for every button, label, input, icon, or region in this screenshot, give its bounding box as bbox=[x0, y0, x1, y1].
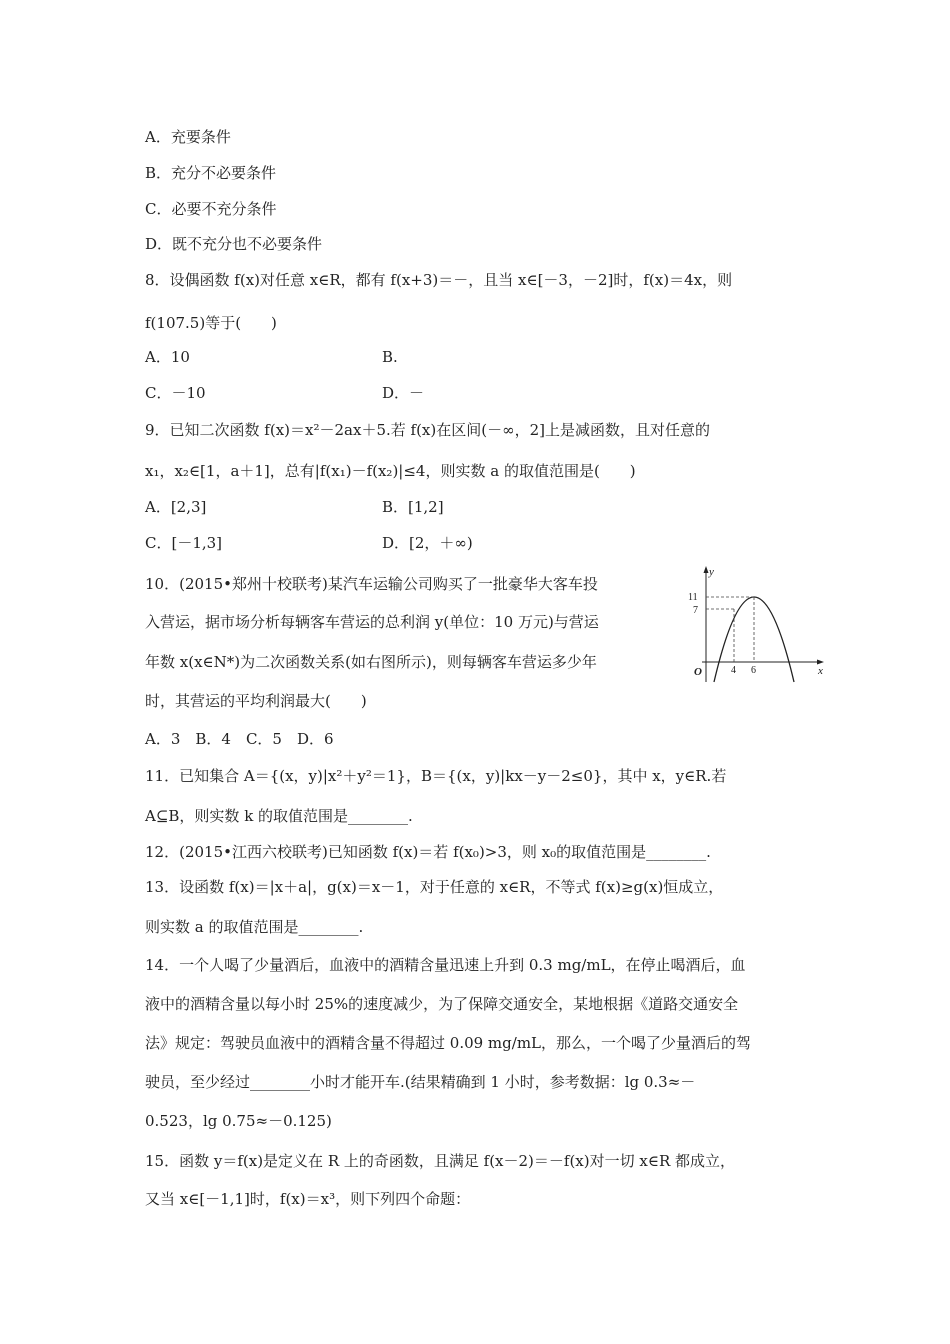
q10-profit-graph bbox=[688, 564, 828, 686]
q14-text-line1: 14．一个人喝了少量酒后，血液中的酒精含量迅速上升到 0.3 mg/mL，在停止喝酒后，血 bbox=[145, 956, 746, 974]
q10-text-line2: 入营运，据市场分析每辆客车营运的总利润 y(单位：10 万元)与营运 bbox=[145, 613, 599, 631]
q10-text-line4: 时，其营运的平均利润最大( ) bbox=[145, 692, 367, 710]
y-axis-arrow bbox=[704, 566, 709, 573]
q9-option-b: B．[1,2] bbox=[382, 498, 444, 516]
q11-text-line2: A⊆B，则实数 k 的取值范围是________. bbox=[145, 807, 413, 825]
q8-text-line2: f(107.5)等于( ) bbox=[145, 314, 277, 332]
x-axis-label: x bbox=[818, 665, 823, 677]
q15-text-line2: 又当 x∈[－1,1]时，f(x)＝x³，则下列四个命题： bbox=[145, 1190, 471, 1208]
q14-text-line2: 液中的酒精含量以每小时 25%的速度减少，为了保障交通安全，某地根据《道路交通安全 bbox=[145, 995, 739, 1013]
q8-option-d: D．－ bbox=[382, 384, 425, 402]
q7-option-b: B．充分不必要条件 bbox=[145, 164, 277, 182]
q13-text-line2: 则实数 a 的取值范围是________. bbox=[145, 918, 364, 936]
q8-option-c: C．－10 bbox=[145, 384, 206, 402]
q14-text-line5: 0.523，lg 0.75≈－0.125) bbox=[145, 1112, 332, 1130]
q15-text-line1: 15．函数 y＝f(x)是定义在 R 上的奇函数，且满足 f(x－2)＝－f(x)对一切 x∈R 都成立， bbox=[145, 1152, 736, 1170]
y-tick-7: 7 bbox=[693, 605, 698, 616]
q8-text-line1: 8．设偶函数 f(x)对任意 x∈R，都有 f(x+3)＝－，且当 x∈[－3，－2]时，f(x)＝4x，则 bbox=[145, 271, 733, 289]
q11-text-line1: 11．已知集合 A＝{(x，y)|x²＋y²＝1}，B＝{(x，y)|kx－y－2≤0}，其中 x，y∈R.若 bbox=[145, 767, 727, 785]
x-tick-6: 6 bbox=[751, 665, 756, 676]
q9-option-c: C．[－1,3] bbox=[145, 534, 223, 552]
q14-text-line4: 驶员，至少经过________小时才能开车.(结果精确到 1 小时，参考数据：lg 0.3≈－ bbox=[145, 1073, 696, 1091]
q12-text-line1: 12．(2015•江西六校联考)已知函数 f(x)＝若 f(x₀)>3，则 x₀的取值范围是________. bbox=[145, 843, 711, 861]
y-tick-11: 11 bbox=[688, 592, 698, 603]
q9-text-line1: 9．已知二次函数 f(x)＝x²－2ax＋5.若 f(x)在区间(－∞，2]上是减函数，且对任意的 bbox=[145, 421, 710, 439]
q9-text-line2: x₁，x₂∈[1，a＋1]，总有|f(x₁)－f(x₂)|≤4，则实数 a 的取值范围是( ) bbox=[145, 462, 636, 480]
q10-options: A．3 B．4 C．5 D．6 bbox=[145, 730, 334, 748]
q9-option-a: A．[2,3] bbox=[145, 498, 207, 516]
q10-text-line3: 年数 x(x∈N*)为二次函数关系(如右图所示)，则每辆客车营运多少年 bbox=[145, 653, 597, 671]
q8-option-b: B. bbox=[382, 348, 398, 366]
x-tick-4: 4 bbox=[731, 665, 736, 676]
y-axis-label: y bbox=[709, 566, 714, 578]
q7-option-a: A．充要条件 bbox=[145, 128, 231, 146]
origin-label: O bbox=[694, 666, 702, 678]
q13-text-line1: 13．设函数 f(x)＝|x＋a|，g(x)＝x－1，对于任意的 x∈R，不等式 f(x)≥g(x)恒成立， bbox=[145, 878, 724, 896]
q7-option-d: D．既不充分也不必要条件 bbox=[145, 235, 323, 253]
q14-text-line3: 法》规定：驾驶员血液中的酒精含量不得超过 0.09 mg/mL，那么，一个喝了少量酒后的驾 bbox=[145, 1034, 752, 1052]
q9-option-d: D．[2，＋∞) bbox=[382, 534, 473, 552]
q7-option-c: C．必要不充分条件 bbox=[145, 200, 277, 218]
q10-text-line1: 10．(2015•郑州十校联考)某汽车运输公司购买了一批豪华大客车投 bbox=[145, 575, 598, 593]
q8-option-a: A．10 bbox=[145, 348, 190, 366]
x-axis-arrow bbox=[817, 660, 824, 665]
